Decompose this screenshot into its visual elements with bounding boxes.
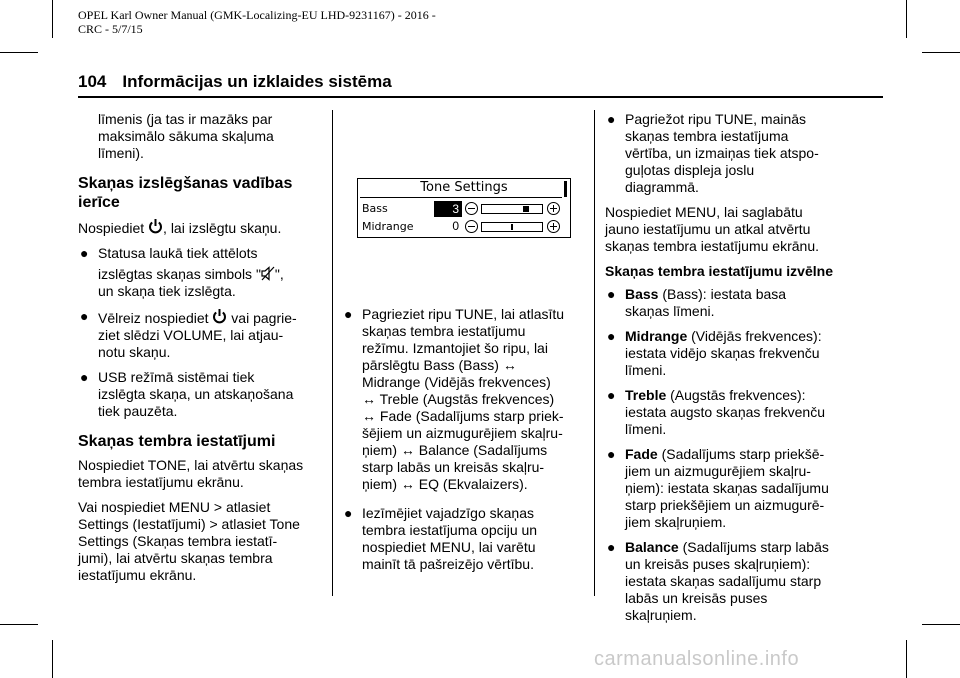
minus-icon <box>465 202 478 215</box>
bullet: ● <box>80 245 89 261</box>
list-item: ● Pagriežot ripu TUNE, mainās skaņas tembra iestatījuma vērtība, un izmaiņas tiek atspo- guļotas displeja joslu diagrammā. <box>607 111 819 195</box>
list-item: ● Fade (Sadalījums starp priekšē- jiem un aizmugurējiem skaļru- ņiem): iestata skaņas sadalījumu starp priekšējiem un aizmugurē- jiem skaļruņiem. <box>607 446 829 530</box>
scrollbar <box>564 181 567 197</box>
bullet: ● <box>607 387 616 403</box>
paragraph: Vai nospiediet MENU > atlasiet Settings (Iestatījumi) > atlasiet Tone Settings (Skaņas tembra iestatī- jumi), lai atvērtu skaņas tembra iestatījumu ekrānu. <box>78 499 300 583</box>
bullet: ● <box>607 111 616 127</box>
crop-mark <box>906 0 907 38</box>
heading-tone: Skaņas tembra iestatījumi <box>78 433 276 450</box>
crop-mark <box>922 624 960 625</box>
list-item: ● Pagrieziet ripu TUNE, lai atlasītu skaņas tembra iestatījumu režīmu. Izmantojiet šo ripu, lai pārslēgtu Bass (Bass) ↔ Midrange (Vidējās frekvences) ↔ Treble (Augstās frekvences) ↔ Fade (Sadalījums starp priek- šējiem un aizmugurējiem skaļru- ņiem) ↔ Balance (Sadalījums starp labās un kreisās skaļru- ņiem) ↔ EQ (Ekvalaizers). <box>344 306 565 492</box>
heading-mute: Skaņas izslēgšanas vadības ierīce <box>78 175 293 211</box>
plus-icon <box>547 220 560 233</box>
power-icon <box>148 218 163 235</box>
header-line: OPEL Karl Owner Manual (GMK-Localizing-EU LHD-9231167) - 2016 - <box>78 8 436 22</box>
bullet: ● <box>607 286 616 302</box>
tone-settings-screen <box>357 178 571 238</box>
list-item: ● Bass (Bass): iestata basa skaņas līmeni. <box>607 286 787 319</box>
page-number: 104 <box>78 72 107 91</box>
crop-mark <box>906 640 907 678</box>
power-icon <box>212 308 227 325</box>
crop-mark <box>0 624 38 625</box>
crop-mark <box>52 640 53 678</box>
bullet: ● <box>344 306 353 322</box>
column-divider <box>594 110 595 596</box>
watermark: carmanualsonline.info <box>594 648 800 670</box>
midrange-value: 0 <box>452 219 459 233</box>
bullet: ● <box>607 446 616 462</box>
midrange-level-bar <box>481 222 543 232</box>
crop-mark <box>922 52 960 53</box>
continued-text: līmenis (ja tas ir mazāks par maksimālo sākuma skaļuma līmeni). <box>98 111 274 161</box>
heading-tone-menu: Skaņas tembra iestatījumu izvēlne <box>605 263 833 279</box>
midrange-level-marker <box>511 224 513 230</box>
bass-level-bar <box>481 204 543 214</box>
title-rule <box>78 96 883 98</box>
list-item: ● Balance (Sadalījums starp labās un kreisās puses skaļruņiem): iestata skaņas sadalījumu starp labās un kreisās puses skaļruņiem. <box>607 539 829 623</box>
left-column <box>78 111 328 584</box>
list-item: ● Statusa laukā tiek attēlots izslēgtas skaņas simbols " ", un skaņa tiek izslēgta. <box>80 245 284 299</box>
bullet: ● <box>607 328 616 344</box>
bass-level-marker <box>523 206 529 212</box>
screen-divider <box>360 197 562 198</box>
minus-icon <box>465 220 478 233</box>
middle-column <box>342 306 590 573</box>
bass-value: 3 <box>434 201 462 217</box>
list-item: ● Midrange (Vidējās frekvences): iestata vidējo skaņas frekvenču līmeni. <box>607 328 822 378</box>
plus-icon <box>547 202 560 215</box>
page-title <box>78 72 392 92</box>
list-item: ● USB režīmā sistēmai tiek izslēgta skaņa, un atskaņošana tiek pauzēta. <box>80 369 294 419</box>
bullet: ● <box>607 539 616 555</box>
right-column <box>605 111 885 624</box>
screen-title: Tone Settings <box>420 180 508 195</box>
crop-mark <box>52 0 53 38</box>
column-divider <box>332 110 333 596</box>
section-title: Informācijas un izklaides sistēma <box>122 72 392 91</box>
list-item: ● Iezīmējiet vajadzīgo skaņas tembra iestatījuma opciju un nospiediet MENU, lai varētu mainīt tā pašreizējo vērtību. <box>344 505 538 572</box>
header-line: CRC - 5/7/15 <box>78 22 143 36</box>
bullet: ● <box>80 308 89 324</box>
bass-label: Bass <box>362 202 388 215</box>
paragraph-mute: Nospiediet , lai izslēgtu skaņu. <box>78 220 282 236</box>
crop-mark <box>0 52 38 53</box>
list-item: ● Treble (Augstās frekvences): iestata augsto skaņas frekvenču līmeni. <box>607 387 826 437</box>
paragraph: Nospiediet MENU, lai saglabātu jauno iestatījumu un atkal atvērtu skaņas tembra iestatījumu ekrānu. <box>605 204 819 254</box>
document-header <box>78 8 436 36</box>
bullet: ● <box>344 505 353 521</box>
midrange-label: Midrange <box>362 220 414 233</box>
list-item: ● Vēlreiz nospiediet vai pagrie- ziet slēdzi VOLUME, lai atjau- notu skaņu. <box>80 308 297 360</box>
bullet: ● <box>80 369 89 385</box>
mute-icon <box>261 266 275 281</box>
paragraph: Nospiediet TONE, lai atvērtu skaņas tembra iestatījumu ekrānu. <box>78 457 304 490</box>
